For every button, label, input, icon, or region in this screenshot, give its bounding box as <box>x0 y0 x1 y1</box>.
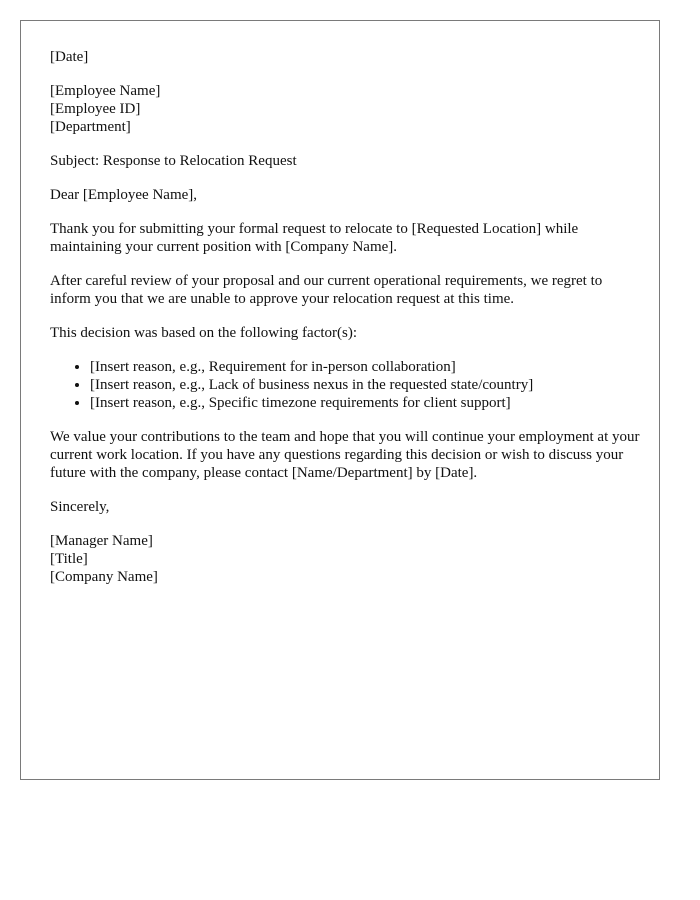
reason-item: • [Insert reason, e.g., Lack of business nexus in the requested state/country] <box>90 376 642 394</box>
recipient-name: [Employee Name] <box>50 83 161 99</box>
signature-block <box>50 532 642 586</box>
recipient-department: [Department] <box>50 119 131 135</box>
letter-date: [Date] <box>50 49 89 65</box>
letter-body <box>50 48 642 602</box>
signature-title: [Title] <box>50 551 88 567</box>
factors-intro: This decision was based on the following factor(s): <box>50 325 358 341</box>
signature-name: [Manager Name] <box>50 533 153 549</box>
subject-line: Subject: Response to Relocation Request <box>50 153 297 169</box>
closing-paragraph: We value your contributions to the team and hope that you will continue your employment at your current work location. If you have any questions regarding this decision or wish to discuss your future with the company, please contact [Name/Department] by [Date]. <box>50 429 640 481</box>
reason-item: • [Insert reason, e.g., Specific timezone requirements for client support] <box>90 394 642 412</box>
closing: Sincerely, <box>50 499 110 515</box>
date-block <box>50 48 642 66</box>
intro-paragraph: Thank you for submitting your formal request to relocate to [Requested Location] while maintaining your current position with [Company Name]. <box>50 221 579 255</box>
reason-item: • [Insert reason, e.g., Requirement for in-person collaboration] <box>90 358 642 376</box>
salutation: Dear [Employee Name], <box>50 187 198 203</box>
recipient-block <box>50 82 642 136</box>
signature-company: [Company Name] <box>50 569 158 585</box>
letter-page <box>20 20 660 780</box>
reasons-list <box>50 358 642 412</box>
decision-paragraph: After careful review of your proposal and our current operational requirements, we regret to inform you that we are unable to approve your relocation request at this time. <box>50 273 603 307</box>
recipient-employee-id: [Employee ID] <box>50 101 141 117</box>
